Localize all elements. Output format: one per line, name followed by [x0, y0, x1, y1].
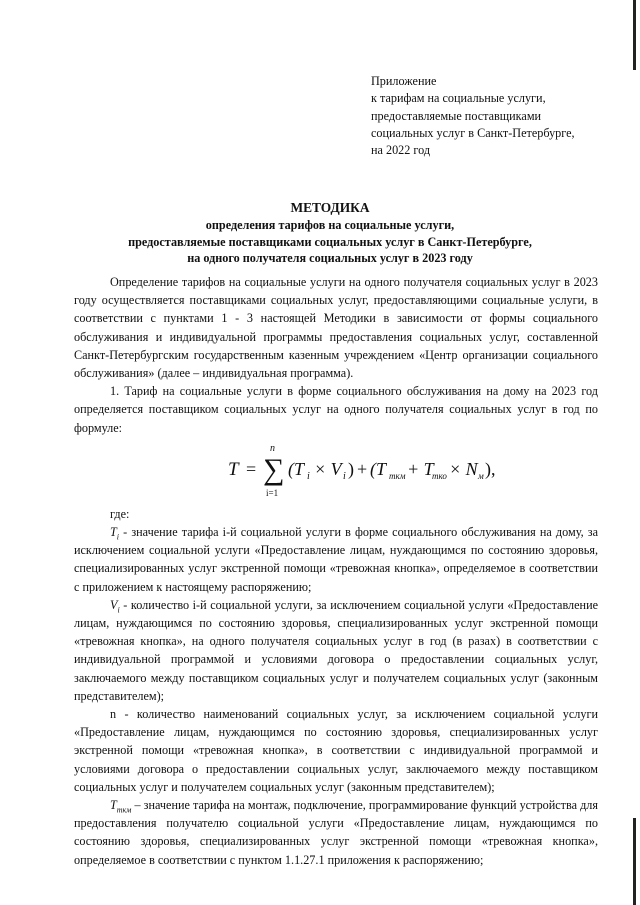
formula-term-nm: × N	[449, 458, 478, 479]
definition-subscript: ткм	[116, 805, 132, 815]
formula-term-tko: + T	[407, 458, 434, 479]
formula-sub-i: i	[307, 470, 310, 482]
edge-scan-mark-bottom	[633, 818, 636, 905]
definition-symbol: T	[110, 798, 117, 813]
formula-graphic	[224, 441, 524, 499]
formula-plus: +	[357, 458, 368, 479]
where-label: где:	[110, 506, 130, 521]
definition-symbol: T	[110, 525, 117, 540]
definition-text: - количество наименований социальных услуг, за исключением социальной услуги «Предоставление лицам, нуждающимся по состоянию здоровья, специализированных услуг экстренной помощи «тревожная кнопка», в соответствии с индивидуальной программой и условиями договора о предоставлении социальных услуг, заключаемого между поставщиком социальных услуг и получателем социальных услуг (законным представителем);	[74, 707, 598, 794]
definition-text: - значение тарифа i-й социальной услуги в форме социального обслуживания на дому, за исключением социальной услуги «Предоставление лицам, нуждающимся по состоянию здоровья, специализированных услуг экстренной помощи «тревожная кнопка», определяемое в соответствии с приложением к настоящему распоряжению;	[74, 525, 598, 594]
definition-text: – значение тарифа на монтаж, подключение, программирование функций устройства для предоставления получателю социальной услуги «Предоставление лицам, нуждающимся по состоянию здоровья, специализированных услуг экстренной помощи «тревожная кнопка», определяемое в соответствии с пунктом 1.1.27.1 приложения к распоряжению;	[74, 798, 598, 867]
appendix-line: Приложение	[371, 74, 437, 88]
formula-term-ti: (T	[288, 458, 305, 479]
document-body	[74, 273, 598, 869]
formula-close-2: ),	[485, 458, 496, 479]
definition-subscript: i	[117, 605, 120, 615]
title-line: предоставляемые поставщиками социальных услуг в Санкт-Петербурге,	[128, 234, 532, 249]
definition-tkm	[74, 796, 598, 869]
formula-equals: =	[246, 458, 257, 479]
formula-sub-nm: м	[478, 470, 484, 481]
title-line: на одного получателя социальных услуг в 2023 году	[187, 250, 473, 265]
intro-paragraph: Определение тарифов на социальные услуги на одного получателя социальных услуг в 2023 году осуществляется поставщиками социальных услуг, предоставляющими социальные услуги, в соответствии с пунктами 1 - 3 настоящей Методики в зависимости от формы социального обслуживания и индивидуальной программы предоставления социальных услуг, составленной Санкт-Петербургским государственным казенным учреждением «Центр организации социального обслуживания» (далее – индивидуальная программа).	[74, 275, 598, 381]
definition-symbol: n	[110, 707, 117, 722]
definition-n	[74, 705, 598, 796]
formula-sub-tko: тко	[432, 470, 447, 481]
formula-term-tkm: (T	[370, 458, 387, 479]
definition-symbol: V	[110, 597, 118, 612]
appendix-line: предоставляемые поставщиками	[371, 108, 542, 123]
formula-term-vi: × V	[314, 458, 342, 479]
item-1-paragraph: 1. Тариф на социальные услуги в форме социального обслуживания на дому на 2023 год определяется поставщиком социальных услуг на одного получателя социальных услуг в год по формуле:	[74, 384, 598, 435]
formula-sub-tkm: ткм	[389, 470, 406, 481]
definition-ti	[74, 523, 598, 596]
formula-close-1: )	[348, 458, 354, 479]
title-line: определения тарифов на социальные услуги,	[205, 218, 455, 233]
document-title	[60, 200, 600, 266]
formula-lhs: T	[228, 458, 239, 480]
appendix-header	[371, 73, 631, 159]
appendix-line: социальных услуг в Санкт-Петербурге,	[371, 125, 575, 140]
formula-sum-lower: i=1	[266, 487, 279, 498]
appendix-line: на 2022 год	[371, 143, 431, 158]
title-main: МЕТОДИКА	[290, 200, 370, 215]
tariff-formula	[74, 441, 598, 499]
formula-sum-sign: ∑	[263, 452, 285, 486]
appendix-line: к тарифам на социальные услуги,	[371, 91, 546, 106]
formula-sub-vi: i	[343, 470, 346, 482]
definition-vi	[74, 596, 598, 705]
edge-scan-mark-top	[633, 0, 636, 70]
definition-subscript: i	[116, 532, 120, 542]
definition-text: - количество i-й социальной услуги, за исключением социальной услуги «Предоставление лицам, нуждающимся по состоянию здоровья, специализированных услуг экстренной помощи «тревожная кнопка», на одного получателя социальных услуг в год (в разах) в соответствии с индивидуальной программой и условиями договора о предоставлении социальных услуг, заключаемого между поставщиком социальных услуг и получателем социальных услуг (законным представителем);	[74, 597, 598, 703]
formula-sum-upper: n	[270, 442, 275, 454]
